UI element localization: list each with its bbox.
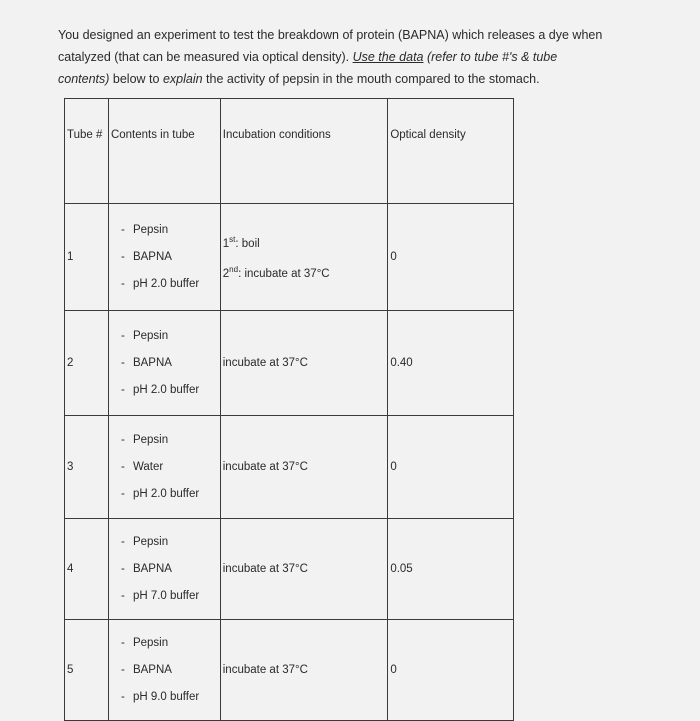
content-item: - pH 9.0 buffer [121, 684, 218, 711]
tube-number: 3 [65, 416, 109, 519]
content-item: - Water [121, 454, 218, 481]
content-item: - BAPNA [121, 244, 218, 271]
prompt-line-3 [58, 68, 658, 90]
content-item: - Pepsin [121, 529, 218, 556]
question-prompt [58, 24, 658, 90]
content-item: - Pepsin [121, 217, 218, 244]
content-item: - pH 2.0 buffer [121, 377, 218, 404]
prompt-line-2 [58, 46, 658, 68]
table-row [65, 519, 514, 620]
tube-number: 2 [65, 311, 109, 416]
tube-contents [108, 620, 220, 721]
prompt-line-3-a: contents) [58, 72, 110, 86]
optical-density-value: 0 [388, 204, 514, 311]
header-contents: Contents in tube [108, 99, 220, 204]
tube-contents [108, 204, 220, 311]
tube-data-table [64, 98, 514, 721]
table-row [65, 311, 514, 416]
header-optical-density: Optical density [388, 99, 514, 204]
prompt-line-3-b: below to [109, 72, 163, 86]
content-item: - BAPNA [121, 657, 218, 684]
content-item: - pH 7.0 buffer [121, 583, 218, 610]
incubation-conditions: incubate at 37°C [220, 620, 388, 721]
optical-density-value: 0.05 [388, 519, 514, 620]
tube-number: 1 [65, 204, 109, 311]
optical-density-value: 0 [388, 416, 514, 519]
content-item: - BAPNA [121, 556, 218, 583]
prompt-line-3-d: the activity of pepsin in the mouth compared to the stomach. [202, 72, 540, 86]
prompt-line-2-b: (refer to tube #'s & tube [423, 50, 558, 64]
content-item: - pH 2.0 buffer [121, 271, 218, 298]
tube-contents [108, 416, 220, 519]
content-item: - Pepsin [121, 630, 218, 657]
optical-density-value: 0 [388, 620, 514, 721]
header-incubation: Incubation conditions [220, 99, 388, 204]
header-tube: Tube # [65, 99, 109, 204]
content-item: - pH 2.0 buffer [121, 481, 218, 508]
incubation-conditions: incubate at 37°C [220, 519, 388, 620]
incubation-step-1: 1st: boil [222, 235, 260, 250]
content-item: - Pepsin [121, 323, 218, 350]
tube-contents [108, 311, 220, 416]
incubation-step-2: 2nd: incubate at 37°C [222, 265, 330, 280]
prompt-line-1: You designed an experiment to test the breakdown of protein (BAPNA) which releases a dye when [58, 28, 603, 42]
content-item: - Pepsin [121, 427, 218, 454]
table-row [65, 416, 514, 519]
tube-contents [108, 519, 220, 620]
incubation-conditions: incubate at 37°C [220, 416, 388, 519]
table-row [65, 204, 514, 311]
incubation-conditions [220, 204, 388, 311]
tube-number: 4 [65, 519, 109, 620]
prompt-explain: explain [162, 72, 203, 86]
incubation-conditions: incubate at 37°C [220, 311, 388, 416]
optical-density-value: 0.40 [388, 311, 514, 416]
table-row [65, 620, 514, 721]
content-item: - BAPNA [121, 350, 218, 377]
tube-number: 5 [65, 620, 109, 721]
prompt-line-2-a: catalyzed (that can be measured via optical density). [58, 50, 353, 64]
table-header-row [65, 99, 514, 204]
prompt-use-data: Use the data [352, 50, 424, 64]
